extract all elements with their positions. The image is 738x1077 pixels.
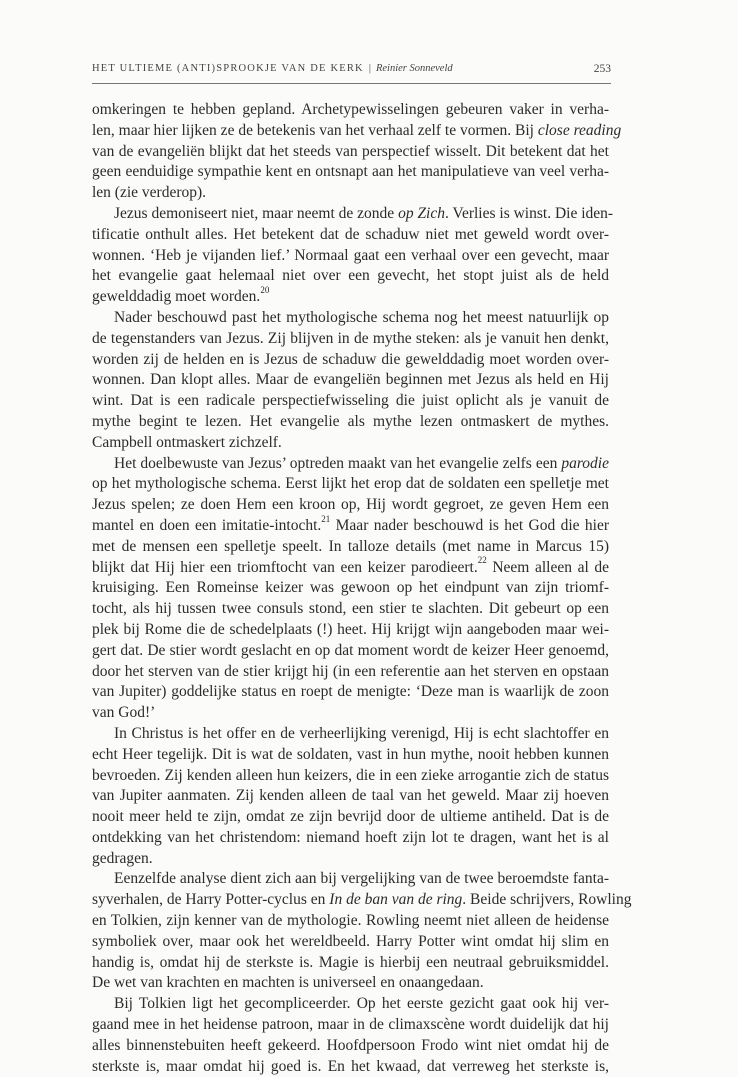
- text-line: [92, 1015, 609, 1036]
- text-line: [92, 433, 609, 454]
- text-line: [92, 641, 609, 662]
- text-line: [92, 953, 609, 974]
- text-span: Bij Tolkien ligt het gecompliceerder. Op het eerste gezicht gaat ook hij ver-: [114, 995, 609, 1013]
- text-span: kruisiging. Een Romeinse keizer was gewoon op het eindpunt van zijn triomf-: [92, 579, 609, 597]
- text-line: [92, 662, 609, 683]
- text-line: [92, 682, 609, 703]
- text-span: door het sterven van de stier krijgt hij (in een referentie aan het sterven en opstaan: [92, 662, 609, 680]
- text-span: van Jupiter) goddelijke status en roept de menigte: ‘Deze man is waarlijk de zoon: [92, 683, 609, 701]
- text-line: [92, 911, 609, 932]
- text-line: [92, 537, 609, 558]
- text-span: gaand mee in het heidense patroon, maar in de climaxscène wordt duidelijk dat hij: [92, 1016, 609, 1034]
- text-span: syverhalen, de Harry Potter-cyclus en: [92, 891, 330, 909]
- text-line: [92, 183, 609, 204]
- text-span: In Christus is het offer en de verheerlijking verenigd, Hij is echt slachtoffer en: [114, 724, 609, 742]
- text-span: . Beide schrijvers, Rowling: [462, 891, 632, 909]
- text-span: Het doelbewuste van Jezus’ optreden maakt van het evangelie zelfs een: [114, 454, 562, 472]
- italic-term: close reading: [537, 121, 622, 139]
- text-span: geen eenduidige sympathie kent en ontsnapt aan het manipulatieve van veel verha-: [92, 163, 609, 181]
- body-text: [92, 100, 632, 1077]
- paragraph-start: [92, 308, 609, 329]
- text-line: [92, 391, 609, 412]
- text-span: handig is, omdat hij de sterkste is. Magie is hierbij een neutraal gebruiksmiddel.: [92, 953, 609, 971]
- text-span: nooit meer held te zijn, omdat ze zijn bevrijd door de ultieme antiheld. Dat is de: [92, 808, 609, 826]
- text-span: sterkste is, maar omdat hij goed is. En het kwaad, dat verreweg het sterkste is,: [92, 1057, 609, 1075]
- text-span: Nader beschouwd past het mythologische schema nog het meest natuurlijk op: [114, 308, 609, 326]
- text-span: wint. Dat is een radicale perspectiefwisseling die juist oplicht als je vanuit de: [92, 392, 609, 410]
- text-span: het evangelie gaat helemaal niet over een gevecht, het stopt juist als de held: [92, 267, 609, 285]
- text-span: Eenzelfde analyse dient zich aan bij vergelijking van de twee beroemdste fanta-: [114, 870, 609, 888]
- paragraph-start: [92, 204, 614, 225]
- footnote-ref: 20: [260, 285, 270, 296]
- text-span: gewelddadig moet worden.: [92, 288, 261, 306]
- text-line: [92, 599, 609, 620]
- text-line: [92, 162, 609, 183]
- running-title: HET ULTIEME (ANTI)SPROOKJE VAN DE KERK: [92, 63, 364, 74]
- text-span: tificatie onthult alles. Het betekent dat de schaduw niet met geweld wordt over-: [92, 225, 609, 243]
- paragraph-start: [92, 869, 609, 890]
- text-span: len, maar hier lijken ze de betekenis van het verhaal zelf te vormen. Bij: [92, 121, 538, 139]
- text-line: [92, 142, 609, 163]
- text-span: symboliek over, maar ook het wereldbeeld. Harry Potter wint omdat hij slim en: [92, 932, 609, 950]
- paragraph-start: [92, 994, 609, 1015]
- text-line: [92, 246, 609, 267]
- text-span: bevroeden. Zij kenden alleen hun keizers, die in een zieke arrogantie zich de status: [92, 766, 609, 784]
- text-span: De wet van krachten en machten is universeel en onaangedaan.: [92, 974, 484, 992]
- header-rule: [92, 83, 611, 84]
- paragraph-start: [92, 724, 609, 745]
- text-line: [92, 329, 609, 350]
- text-line: [92, 513, 609, 537]
- footnote-ref: 22: [477, 555, 487, 566]
- text-line: [92, 1036, 609, 1057]
- text-line: [92, 828, 609, 849]
- text-line: [92, 973, 609, 994]
- text-span: gert dat. De stier wordt geslacht en op dat moment wordt de keizer Heer genoemd,: [92, 641, 609, 659]
- text-line: [92, 495, 609, 516]
- text-span: tocht, als hij tussen twee consuls stond, een stier te slachten. Dit gebeurt op een: [92, 600, 609, 618]
- text-line: [92, 620, 609, 641]
- text-line: [92, 578, 609, 599]
- header-author: Reinier Sonneveld: [375, 63, 453, 74]
- text-line: [92, 786, 609, 807]
- text-line: [92, 370, 609, 391]
- text-line: [92, 474, 609, 495]
- text-span: wonnen. ‘Heb je vijanden lief.’ Normaal gaat een verhaal over een gevecht, maar: [92, 246, 609, 264]
- text-line: [92, 266, 609, 287]
- italic-term: parodie: [561, 454, 609, 472]
- text-line: [92, 932, 609, 953]
- page-number: 253: [593, 63, 611, 75]
- text-line: [92, 555, 609, 579]
- header-separator: |: [368, 63, 371, 74]
- text-span: Jezus spelen; ze doen Hem een kroon op, Hij wordt gegroet, ze geven Hem een: [92, 496, 609, 514]
- text-line: [92, 766, 609, 787]
- text-span: omkeringen te hebben gepland. Archetypewisselingen gebeuren vaker in verha-: [92, 101, 609, 118]
- text-span: blijkt dat Hij hier een triomftocht van een keizer parodieert.: [92, 558, 478, 576]
- text-span: van de evangeliën blijkt dat het steeds van perspectief wisselt. Dit betekent dat het: [92, 142, 609, 160]
- text-line: [92, 225, 609, 246]
- text-span: . Verlies is winst. Die iden-: [445, 204, 614, 222]
- text-span: Maar nader beschouwd is het God die hier: [330, 516, 609, 534]
- text-line: [92, 807, 609, 828]
- text-span: len (zie verderop).: [92, 184, 207, 202]
- text-line: [92, 703, 609, 724]
- text-line: [92, 287, 609, 308]
- text-span: Neem alleen al de: [486, 558, 609, 576]
- footnote-ref: 21: [321, 513, 331, 524]
- text-span: en Tolkien, zijn kenner van de mythologie. Rowling neemt niet alleen de heidense: [92, 912, 609, 930]
- text-span: van God!’: [92, 704, 156, 722]
- text-span: alles binnenstebuiten heeft gekeerd. Hoofdpersoon Frodo wint niet omdat hij de: [92, 1036, 609, 1054]
- text-span: Jezus demoniseert niet, maar neemt de zonde: [114, 204, 399, 222]
- text-span: op het mythologische schema. Eerst lijkt het erop dat de soldaten een spelletje met: [92, 475, 609, 493]
- text-span: met de mensen een spelletje speelt. In talloze details (met name in Marcus 15): [92, 537, 609, 555]
- text-line: [92, 745, 609, 766]
- text-span: gedragen.: [92, 849, 153, 867]
- text-span: van Jupiter aanmaten. Zij kenden alleen de taal van het geweld. Maar zij hoeven: [92, 787, 609, 805]
- italic-term: op Zich: [398, 204, 445, 222]
- text-span: wonnen. Dan klopt alles. Maar de evangeliën beginnen met Jezus als held en Hij: [92, 371, 609, 389]
- text-span: mythe begint te lezen. Het evangelie als mythe lezen ontmaskert de mythes.: [92, 412, 609, 430]
- italic-title: In de ban van de ring: [329, 891, 463, 909]
- text-line: [92, 350, 609, 371]
- text-span: de tegenstanders van Jezus. Zij blijven in de mythe steken: als je vanuit hen denkt,: [92, 329, 609, 347]
- paragraph-start: [92, 454, 609, 475]
- text-line: [92, 412, 609, 433]
- text-span: ontdekking van het christendom: niemand hoeft zijn lot te dragen, want het is al: [92, 828, 609, 846]
- running-header: [92, 63, 611, 74]
- text-line: [92, 890, 632, 911]
- text-span: Campbell ontmaskert zichzelf.: [92, 433, 282, 451]
- text-line: [92, 100, 609, 121]
- text-line: [92, 1057, 609, 1077]
- text-span: worden zij de helden en is Jezus de schaduw die gewelddadig moet worden over-: [92, 350, 609, 368]
- text-line: [92, 849, 609, 870]
- text-span: echt Heer tegelijk. Dit is wat de soldaten, vast in hun mythe, nooit hebben kunnen: [92, 745, 609, 763]
- text-line: [92, 121, 622, 142]
- text-span: plek bij Rome die de schedelplaats (!) heet. Hij krijgt wijn aangeboden maar wei-: [92, 620, 609, 638]
- text-span: mantel en doen een imitatie-intocht.: [92, 516, 322, 534]
